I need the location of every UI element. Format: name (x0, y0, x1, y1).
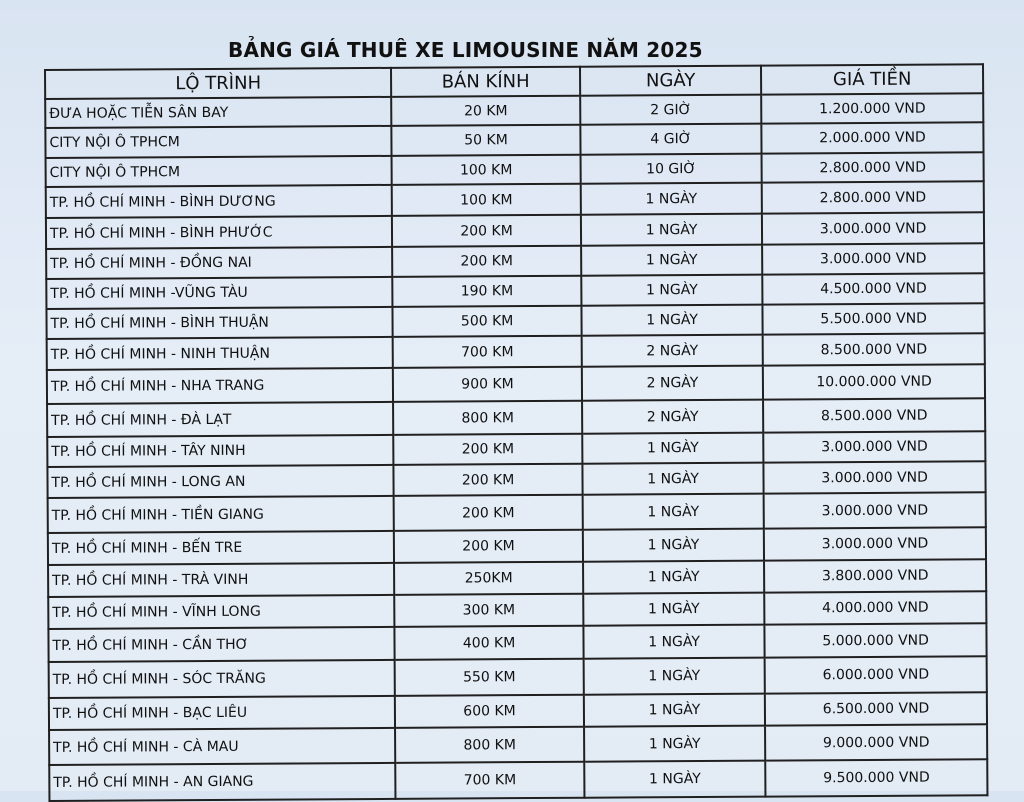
route-cell: CITY NỘI Ô TPHCM (46, 156, 392, 187)
radius-cell: 200 KM (394, 464, 583, 496)
radius-cell: 100 KM (392, 155, 581, 185)
route-cell: TP. HỒ CHÍ MINH - BÌNH DƯƠNG (46, 185, 392, 218)
route-cell: TP. HỒ CHÍ MINH - CÀ MAU (49, 728, 395, 765)
radius-cell: 200 KM (392, 215, 581, 247)
price-cell: 3.000.000 VND (764, 461, 986, 493)
price-cell: 5.000.000 VND (765, 623, 987, 657)
duration-cell: 1 NGÀY (581, 305, 763, 336)
route-cell: TP. HỒ CHÍ MINH - NINH THUẬN (47, 337, 393, 370)
price-cell: 2.000.000 VND (762, 122, 984, 153)
column-header-days: NGÀY (580, 66, 762, 96)
table-row (49, 656, 987, 698)
duration-cell: 1 NGÀY (581, 214, 763, 246)
radius-cell: 800 KM (393, 401, 582, 435)
price-cell: 9.000.000 VND (765, 724, 987, 760)
price-table (44, 63, 988, 802)
price-cell: 5.500.000 VND (763, 303, 985, 334)
price-cell: 3.800.000 VND (764, 559, 986, 592)
duration-cell: 2 GIỜ (580, 95, 762, 125)
table-row (49, 759, 987, 801)
price-cell: 3.000.000 VND (764, 527, 986, 560)
route-cell: TP. HỒ CHÍ MINH - NHA TRANG (47, 368, 393, 404)
radius-cell: 200 KM (392, 246, 581, 277)
duration-cell: 1 NGÀY (582, 463, 764, 495)
radius-cell: 700 KM (396, 762, 585, 799)
radius-cell: 300 KM (395, 594, 584, 627)
route-cell: TP. HỒ CHÍ MINH - BÌNH THUẬN (46, 307, 392, 339)
radius-cell: 550 KM (395, 659, 584, 696)
radius-cell: 500 KM (393, 306, 582, 337)
price-cell: 8.500.000 VND (763, 398, 985, 432)
duration-cell: 1 NGÀY (583, 561, 765, 594)
price-cell: 9.500.000 VND (765, 759, 987, 796)
price-cell: 1.200.000 VND (761, 93, 983, 123)
route-cell: TP. HỒ CHÍ MINH - TÂY NINH (47, 435, 393, 467)
route-cell: TP. HỒ CHÍ MINH - CẦN THƠ (48, 627, 394, 662)
duration-cell: 1 NGÀY (584, 761, 766, 798)
radius-cell: 50 KM (392, 125, 581, 156)
duration-cell: 1 NGÀY (582, 494, 764, 530)
price-cell: 6.000.000 VND (765, 656, 987, 693)
duration-cell: 1 NGÀY (583, 625, 765, 659)
radius-cell: 800 KM (395, 727, 584, 763)
radius-cell: 200 KM (394, 530, 583, 563)
duration-cell: 1 NGÀY (584, 726, 766, 762)
route-cell: TP. HỒ CHÍ MINH - LONG AN (47, 465, 393, 498)
column-header-price: GIÁ TIỀN (761, 64, 983, 94)
route-cell: TP. HỒ CHÍ MINH - AN GIANG (49, 763, 395, 801)
column-header-route: LỘ TRÌNH (45, 68, 391, 99)
radius-cell: 700 KM (393, 336, 582, 368)
duration-cell: 4 GIỜ (580, 124, 762, 155)
route-cell: TP. HỒ CHÍ MINH -VŨNG TÀU (46, 277, 392, 309)
table-body (45, 93, 987, 801)
duration-cell: 1 NGÀY (581, 275, 763, 306)
route-cell: TP. HỒ CHÍ MINH - SÓC TRĂNG (49, 660, 395, 698)
duration-cell: 10 GIỜ (580, 154, 762, 184)
route-cell: TP. HỒ CHÍ MINH - TIỀN GIANG (48, 496, 394, 533)
radius-cell: 100 KM (392, 184, 581, 216)
table-row (49, 724, 987, 765)
duration-cell: 2 NGÀY (581, 335, 763, 367)
column-header-radius: BÁN KÍNH (391, 67, 580, 97)
duration-cell: 1 NGÀY (581, 245, 763, 276)
price-cell: 3.000.000 VND (764, 492, 986, 528)
radius-cell: 250KM (394, 562, 583, 595)
radius-cell: 190 KM (393, 276, 582, 307)
route-cell: TP. HỒ CHÍ MINH - BẠC LIÊU (49, 696, 395, 730)
radius-cell: 20 KM (391, 96, 580, 126)
duration-cell: 1 NGÀY (584, 694, 766, 727)
route-cell: TP. HỒ CHÍ MINH - VĨNH LONG (48, 595, 394, 629)
price-cell: 3.000.000 VND (762, 212, 984, 244)
price-cell: 4.000.000 VND (764, 591, 986, 624)
duration-cell: 2 NGÀY (582, 366, 764, 401)
price-cell: 8.500.000 VND (763, 333, 985, 365)
route-cell: TP. HỒ CHÍ MINH - BẾN TRE (48, 531, 394, 565)
route-cell: ĐƯA HOẶC TIỄN SÂN BAY (45, 97, 391, 128)
duration-cell: 1 NGÀY (583, 658, 765, 695)
price-cell: 6.500.000 VND (765, 692, 987, 725)
radius-cell: 400 KM (395, 626, 584, 660)
duration-cell: 1 NGÀY (581, 183, 763, 215)
table-row (47, 364, 985, 404)
price-cell: 4.500.000 VND (763, 273, 985, 304)
radius-cell: 900 KM (393, 367, 582, 402)
price-cell: 2.800.000 VND (762, 152, 984, 182)
table-row (48, 492, 986, 533)
duration-cell: 1 NGÀY (583, 593, 765, 626)
price-cell: 10.000.000 VND (763, 364, 985, 399)
price-cell: 3.000.000 VND (762, 243, 984, 274)
duration-cell: 1 NGÀY (583, 529, 765, 562)
route-cell: CITY NỘI Ô TPHCM (45, 126, 391, 158)
duration-cell: 2 NGÀY (582, 400, 764, 434)
radius-cell: 200 KM (394, 495, 583, 531)
route-cell: TP. HỒ CHÍ MINH - BÌNH PHƯỚC (46, 216, 392, 249)
duration-cell: 1 NGÀY (582, 433, 764, 464)
radius-cell: 600 KM (395, 695, 584, 728)
route-cell: TP. HỒ CHÍ MINH - ĐÀ LẠT (47, 402, 393, 437)
price-cell: 2.800.000 VND (762, 181, 984, 213)
radius-cell: 200 KM (394, 434, 583, 465)
page-title: BẢNG GIÁ THUÊ XE LIMOUSINE NĂM 2025 (228, 38, 703, 62)
route-cell: TP. HỒ CHÍ MINH - TRÀ VINH (48, 563, 394, 597)
route-cell: TP. HỒ CHÍ MINH - ĐỒNG NAI (46, 247, 392, 279)
price-cell: 3.000.000 VND (763, 431, 985, 462)
